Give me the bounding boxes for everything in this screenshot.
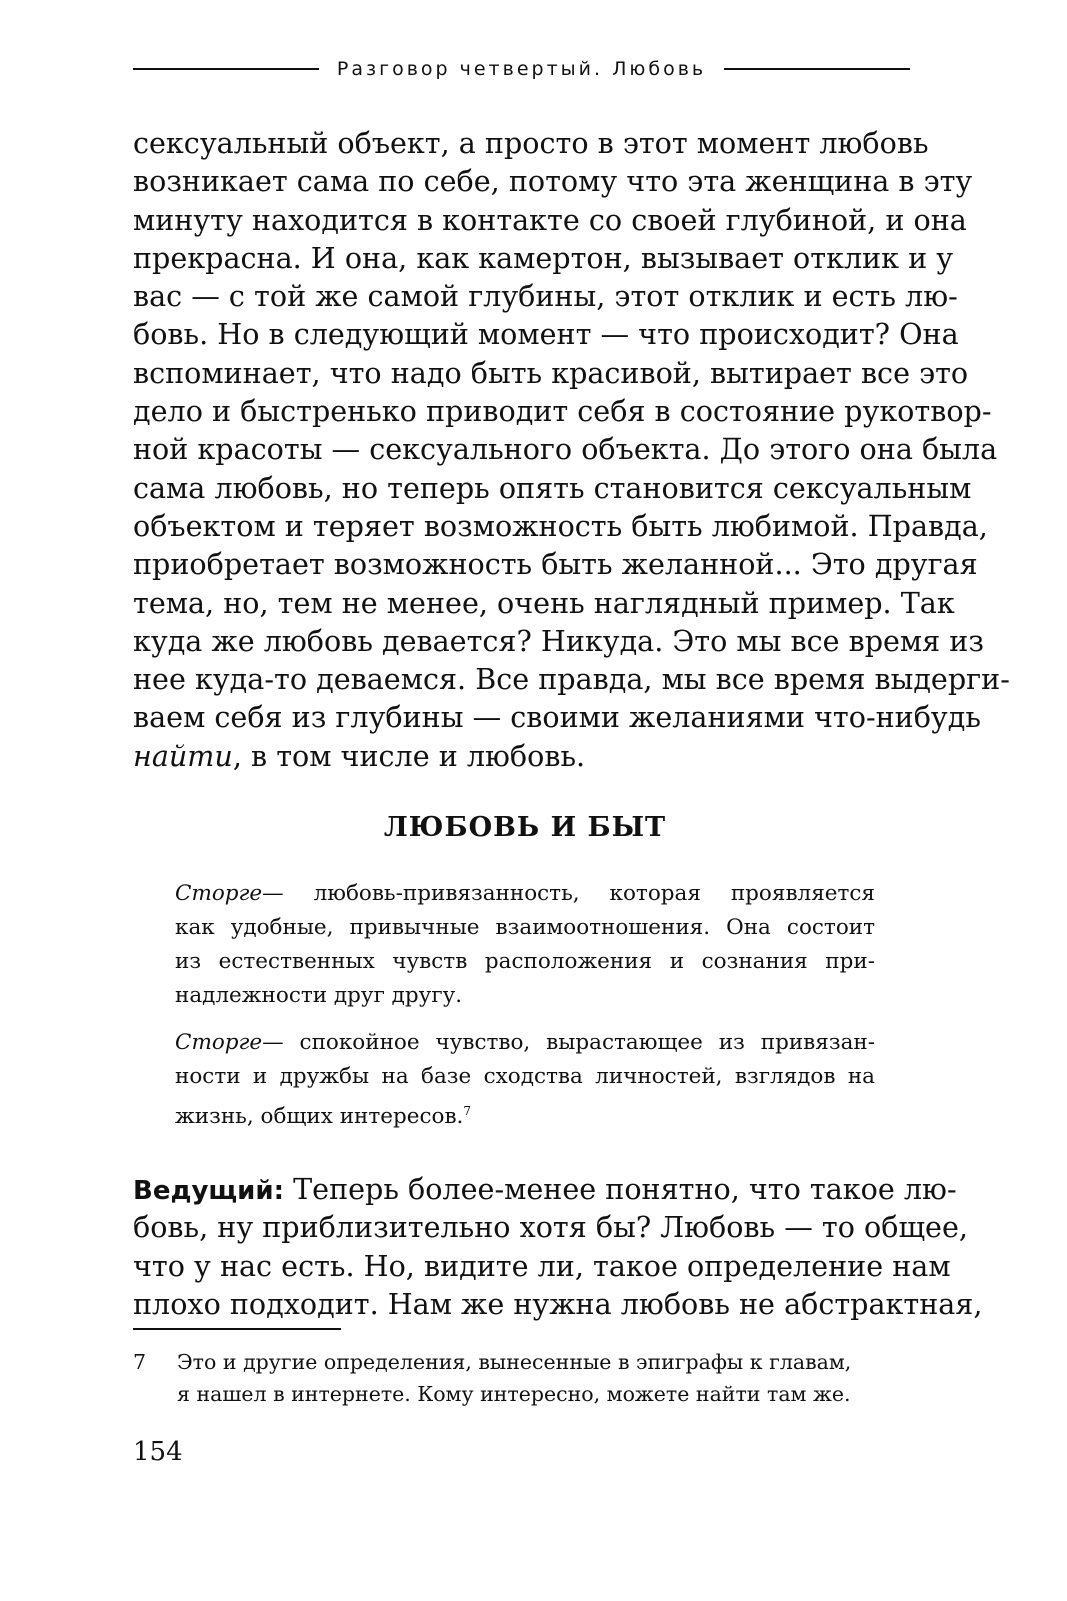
dialogue-line: плохо подходит. Нам же нужна любовь не абстрактная,	[133, 1286, 983, 1321]
text-line: ваем себя из глубины — своими желаниями что-нибудь	[133, 700, 981, 735]
epigraph-text: жизнь, общих интересов.	[175, 1104, 464, 1130]
text-line: ной красоты — сексуального объекта. До этого она была	[133, 432, 998, 467]
footnote	[133, 1346, 917, 1410]
text-line: тема, но, тем не менее, очень наглядный пример. Так	[133, 585, 955, 620]
italic-word: найти	[133, 738, 233, 773]
speaker-label: Ведущий:	[133, 1176, 284, 1206]
text-line-last	[133, 737, 917, 775]
text-line-rest: , в том числе и любовь.	[232, 738, 586, 773]
section-heading: ЛЮБОВЬ И БЫТ	[383, 812, 667, 843]
epigraph-line: из естественных чувств расположения и сознания при-	[175, 949, 875, 974]
dialogue-line: бовь, ну приблизительно хотя бы? Любовь — то общее,	[133, 1210, 968, 1245]
dialogue-text: Теперь более-менее понятно, что такое лю-	[283, 1172, 957, 1206]
dialogue-line	[133, 1170, 957, 1208]
text-line: сексуальный объект, а просто в этот момент любовь	[133, 126, 929, 160]
body-paragraph	[133, 124, 1010, 775]
text-line: нее куда-то деваемся. Все правда, мы все время выдерги-	[133, 662, 1010, 697]
text-line: вас — с той же самой глубины, этот отклик и есть лю-	[133, 279, 958, 314]
footnote-line	[133, 1346, 917, 1378]
epigraph-1	[175, 877, 875, 1013]
running-header-title: Разговор четвертый. Любовь	[336, 58, 707, 80]
text-line: минуту находится в контакте со своей глубиной, и она	[133, 202, 967, 237]
dialogue-paragraph	[133, 1170, 983, 1323]
page-number: 154	[133, 1437, 183, 1467]
footnote-divider	[133, 1328, 341, 1330]
epigraph-line	[175, 877, 875, 911]
text-line: приобретает возможность быть желанной... Это другая	[133, 547, 978, 582]
text-line: возникает сама по себе, потому что эта женщина в эту	[133, 164, 973, 199]
epigraph-2	[175, 1026, 875, 1128]
dialogue-line: что у нас есть. Но, видите ли, такое определение нам	[133, 1248, 951, 1283]
epigraph-term: Сторге	[175, 881, 263, 906]
text-line: бовь. Но в следующий момент — что происходит? Она	[133, 317, 959, 352]
text-line: сама любовь, но теперь опять становится сексуальным	[133, 470, 972, 505]
footnote-text: Это и другие определения, вынесенные в эпиграфы к главам,	[177, 1350, 852, 1374]
header-rule-left	[133, 68, 319, 70]
text-line: прекрасна. И она, как камертон, вызывает отклик и у	[133, 240, 954, 275]
epigraph-term: Сторге	[175, 1030, 263, 1055]
running-header	[133, 58, 910, 80]
footnote-number: 7	[133, 1350, 147, 1374]
footnote-line	[133, 1378, 917, 1410]
footnote-reference[interactable]: 7	[463, 1104, 472, 1118]
epigraph-line: ности и дружбы на базе сходства личностей, взглядов на	[175, 1064, 875, 1089]
text-line: вспоминает, что надо быть красивой, вытирает все это	[133, 355, 969, 390]
header-rule-right	[724, 68, 910, 70]
text-line: куда же любовь девается? Никуда. Это мы все время из	[133, 623, 984, 658]
text-line: дело и быстренько приводит себя в состояние рукотвор-	[133, 394, 992, 429]
epigraph-text: — спокойное чувство, вырастающее из привязан-	[262, 1030, 875, 1055]
epigraph-text: — любовь-привязанность, которая проявляется	[262, 881, 875, 906]
epigraph-line: как удобные, привычные взаимоотношения. Она состоит	[175, 915, 875, 940]
epigraph-line: надлежности друг другу.	[175, 983, 463, 1008]
text-line: объектом и теряет возможность быть любимой. Правда,	[133, 508, 988, 543]
epigraph-line	[175, 1094, 875, 1128]
footnote-text: я нашел в интернете. Кому интересно, можете найти там же.	[177, 1382, 851, 1406]
epigraph-line	[175, 1026, 875, 1060]
